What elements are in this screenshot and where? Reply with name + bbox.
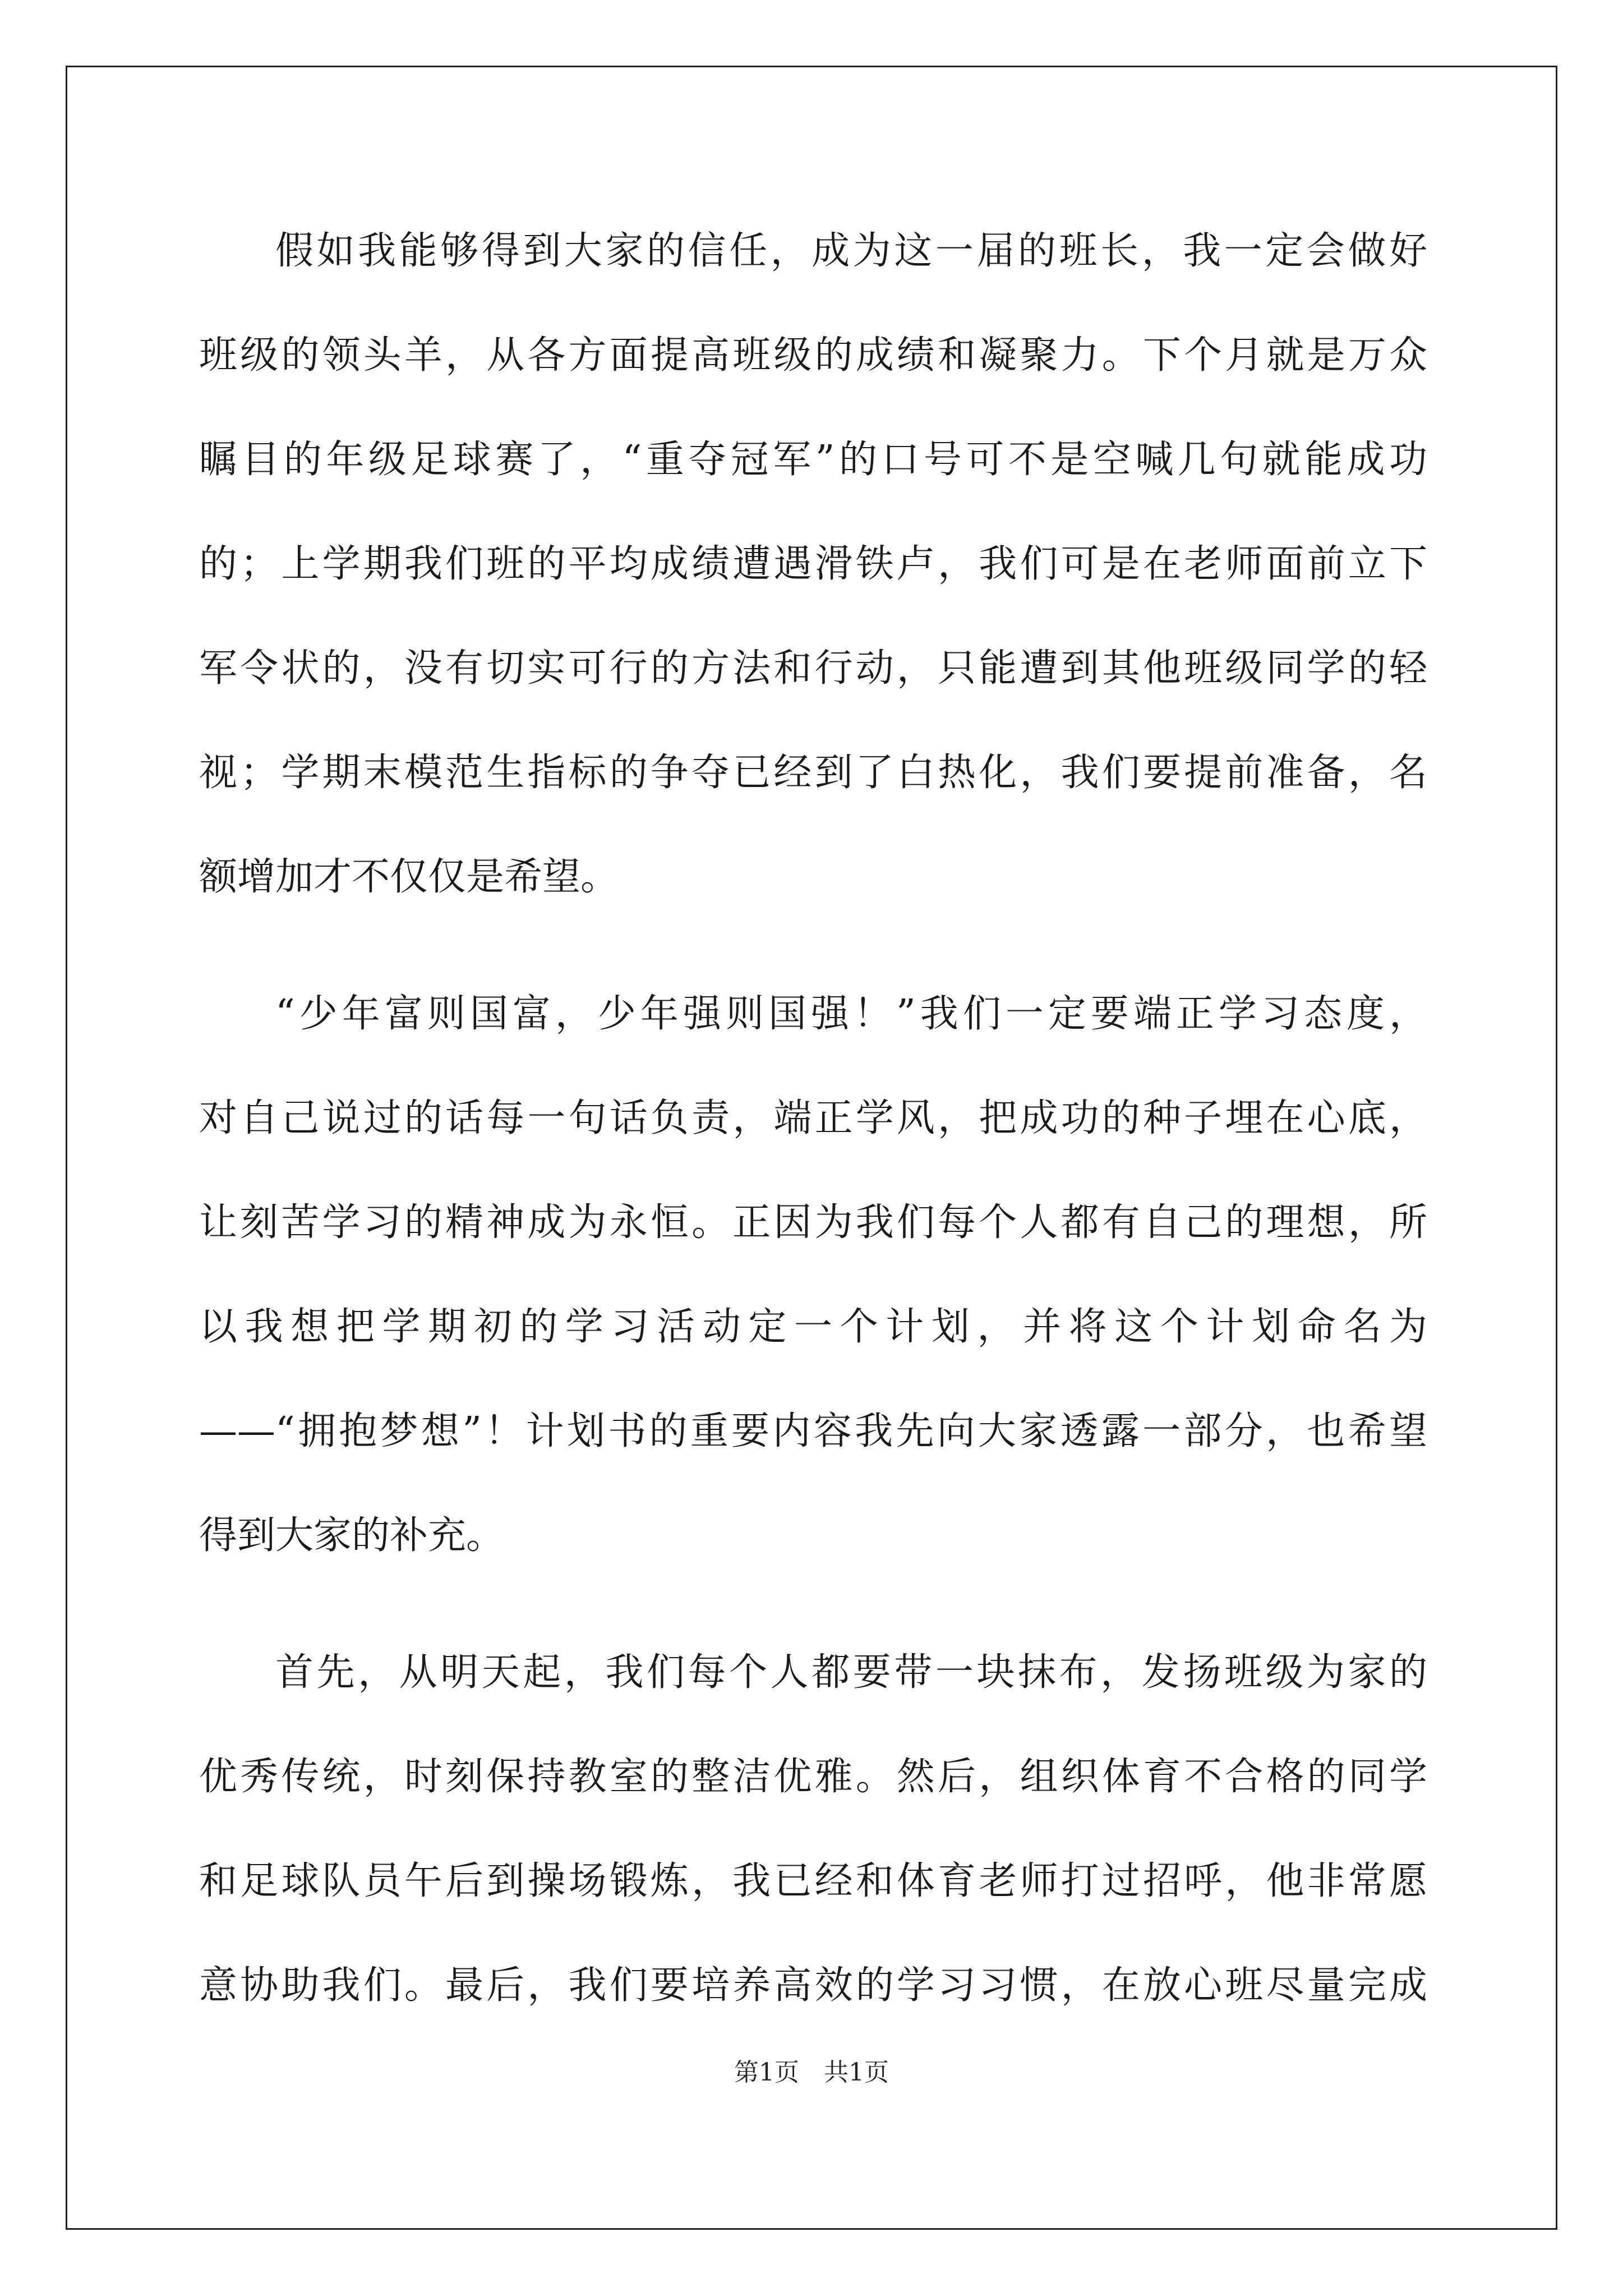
document-body bbox=[199, 199, 1427, 2038]
text-line: “少年富则国富，少年强则国强！”我们一定要端正学习态度， bbox=[275, 992, 1427, 1036]
text-line: 和足球队员午后到操场锻炼，我已经和体育老师打过招呼，他非常愿 bbox=[199, 1859, 1427, 1903]
text-line: 首先，从明天起，我们每个人都要带一块抹布，发扬班级为家的 bbox=[275, 1650, 1427, 1695]
text-line: 瞩目的年级足球赛了，“重夺冠军”的口号可不是空喊几句就能成功 bbox=[199, 438, 1427, 482]
text-line: 对自己说过的话每一句话负责，端正学风，把成功的种子埋在心底， bbox=[199, 1096, 1427, 1140]
text-line: 的；上学期我们班的平均成绩遭遇滑铁卢，我们可是在老师面前立下 bbox=[199, 542, 1427, 586]
text-line: 让刻苦学习的精神成为永恒。正因为我们每个人都有自己的理想，所 bbox=[199, 1200, 1427, 1245]
text-line: 视；学期末模范生指标的争夺已经到了白热化，我们要提前准备，名 bbox=[199, 751, 1427, 795]
text-line: 意协助我们。最后，我们要培养高效的学习习惯，在放心班尽量完成 bbox=[199, 1963, 1427, 2008]
paragraph bbox=[199, 1621, 1427, 2038]
text-line: 额增加才不仅仅是希望。 bbox=[199, 855, 619, 899]
paragraph bbox=[199, 962, 1427, 1588]
text-line: 假如我能够得到大家的信任，成为这一届的班长，我一定会做好 bbox=[275, 229, 1427, 273]
text-line: 以我想把学期初的学习活动定一个计划，并将这个计划命名为 bbox=[199, 1305, 1427, 1349]
text-line: ——“拥抱梦想”！计划书的重要内容我先向大家透露一部分，也希望 bbox=[199, 1409, 1427, 1453]
text-line: 优秀传统，时刻保持教室的整洁优雅。然后，组织体育不合格的同学 bbox=[199, 1755, 1427, 1799]
text-line: 军令状的，没有切实可行的方法和行动，只能遭到其他班级同学的轻 bbox=[199, 646, 1427, 691]
text-line: 得到大家的补充。 bbox=[199, 1513, 505, 1558]
paragraph bbox=[199, 199, 1427, 930]
text-line: 班级的领头羊，从各方面提高班级的成绩和凝聚力。下个月就是万众 bbox=[199, 333, 1427, 378]
page-indicator: 第1页 共1页 bbox=[734, 2058, 889, 2087]
